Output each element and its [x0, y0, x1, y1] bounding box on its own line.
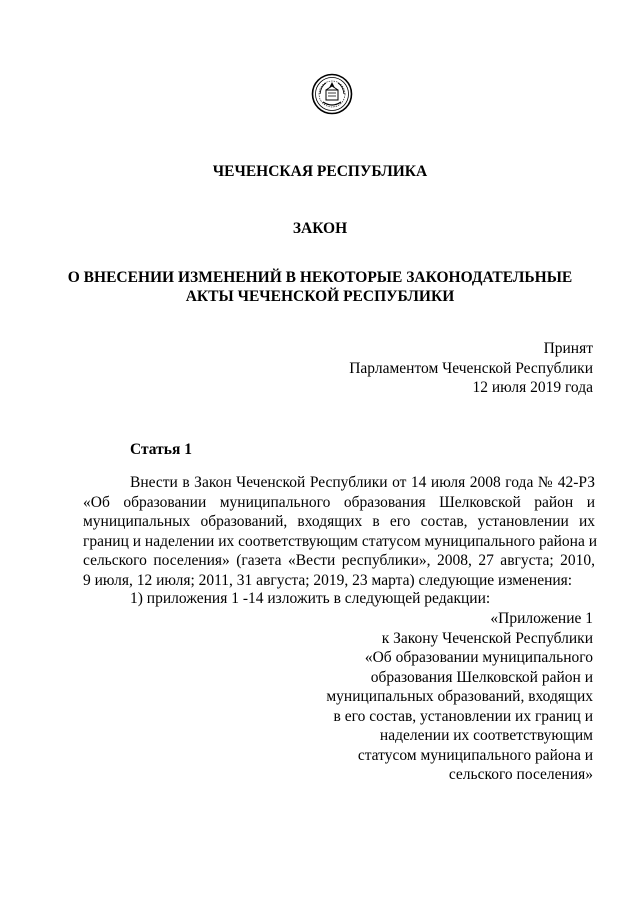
appendix-line: наделении их соответствующим — [379, 727, 593, 744]
paragraph-line: границ и наделении их соответствующим статусом муниципального района и — [83, 532, 598, 550]
article-paragraph — [83, 473, 598, 590]
adoption-line-1: Принят — [543, 340, 593, 357]
appendix-line: муниципальных образований, входящих — [326, 688, 593, 705]
appendix-line: «Об образовании муниципального — [364, 649, 593, 666]
appendix-line: в его состав, установлении их границ и — [333, 707, 593, 725]
adoption-block — [349, 339, 593, 398]
paragraph-line: сельского поселения» (газета «Вести республики», 2008, 27 августа; 2010, — [83, 552, 595, 569]
article-heading: Статья 1 — [130, 441, 192, 458]
appendix-line: образования Шелковской район и — [370, 668, 593, 686]
paragraph-line: муниципальных образований, входящих в его состав, установлении их — [83, 513, 595, 530]
paragraph-line: Внести в Закон Чеченской Республики от 14 июля 2008 года № 42-РЗ — [130, 474, 595, 491]
article-item-1: 1) приложения 1 -14 изложить в следующей редакции: — [130, 590, 491, 607]
adoption-date: 12 июля 2019 года — [472, 379, 593, 396]
appendix-heading-block — [326, 609, 593, 785]
law-title-line-1: О ВНЕСЕНИИ ИЗМЕНЕНИЙ В НЕКОТОРЫЕ ЗАКОНОДАТЕЛЬНЫЕ — [67, 269, 573, 286]
paragraph-line: 9 июля, 12 июля; 2011, 31 августа; 2019, 23 марта) следующие изменения: — [83, 571, 573, 589]
republic-heading: ЧЕЧЕНСКАЯ РЕСПУБЛИКА — [212, 163, 428, 180]
paragraph-line: «Об образовании муниципального образования Шелковской район и — [83, 493, 595, 511]
adoption-line-2: Парламентом Чеченской Республики — [349, 359, 593, 377]
document-type-heading: ЗАКОН — [292, 220, 348, 237]
appendix-line: статусом муниципального района и — [357, 746, 593, 764]
appendix-line: сельского поселения» — [448, 766, 593, 783]
law-title — [0, 268, 640, 306]
appendix-line: к Закону Чеченской Республики — [381, 629, 593, 647]
law-title-line-2: АКТЫ ЧЕЧЕНСКОЙ РЕСПУБЛИКИ — [185, 288, 455, 305]
appendix-line: «Приложение 1 — [490, 610, 593, 627]
coat-of-arms-emblem — [311, 73, 353, 115]
